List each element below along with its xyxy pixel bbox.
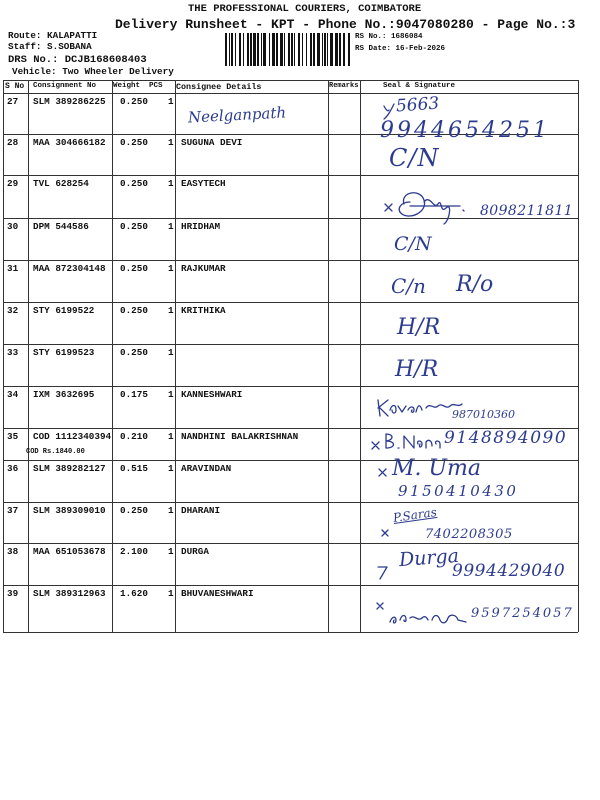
handwritten-phone: 7402208305 bbox=[425, 527, 513, 542]
row-weight: 0.250 bbox=[120, 96, 148, 107]
table-bottom-border bbox=[3, 632, 578, 633]
row-pcs: 1 bbox=[168, 389, 174, 400]
row-pcs: 1 bbox=[168, 347, 174, 358]
row-consignment-no: STY 6199522 bbox=[33, 305, 95, 316]
table-row bbox=[0, 175, 600, 218]
row-pcs: 1 bbox=[168, 588, 174, 599]
row-weight: 0.250 bbox=[120, 178, 148, 189]
table-row bbox=[0, 260, 600, 302]
barcode-bar bbox=[302, 33, 303, 66]
row-consignment-no: MAA 304666182 bbox=[33, 137, 106, 148]
row-weight: 0.210 bbox=[120, 431, 148, 442]
row-sno: 27 bbox=[7, 96, 19, 107]
handwritten-signature: Durga bbox=[398, 544, 460, 572]
handwritten-signature: P.Saras bbox=[392, 505, 438, 525]
row-consignee: SUGUNA DEVI bbox=[181, 137, 243, 148]
barcode-bar bbox=[276, 33, 278, 66]
barcode-bar bbox=[225, 33, 227, 66]
signature-scribble bbox=[376, 600, 470, 626]
row-consignment-no: TVL 628254 bbox=[33, 178, 89, 189]
handwritten-phone: 9944654251 bbox=[380, 118, 550, 143]
barcode-bar bbox=[231, 33, 233, 66]
handwritten-phone: 8098211811 bbox=[480, 203, 574, 219]
barcode-bar bbox=[298, 33, 300, 66]
handwritten-phone: 987010360 bbox=[452, 408, 515, 421]
company-name: THE PROFESSIONAL COURIERS, COIMBATORE bbox=[188, 3, 422, 15]
row-sno: 34 bbox=[7, 389, 19, 400]
table-row bbox=[0, 456, 600, 502]
row-weight: 1.620 bbox=[120, 588, 148, 599]
col-header-remarks: Remarks bbox=[329, 82, 359, 90]
row-pcs: 1 bbox=[168, 263, 174, 274]
row-consignee: DHARANI bbox=[181, 505, 221, 516]
row-consignee: DURGA bbox=[181, 546, 209, 557]
row-consignment-no: COD 1112340394 bbox=[33, 431, 112, 442]
row-consignee: ARAVINDAN bbox=[181, 463, 232, 474]
row-pcs: 1 bbox=[168, 546, 174, 557]
barcode-bar bbox=[306, 33, 307, 66]
row-weight: 0.250 bbox=[120, 505, 148, 516]
barcode-bar bbox=[343, 33, 345, 66]
barcode-bar bbox=[250, 33, 252, 66]
table-row bbox=[0, 134, 600, 175]
row-weight: 0.515 bbox=[120, 463, 148, 474]
row-consignment-no: MAA 651053678 bbox=[33, 546, 106, 557]
handwritten-phone: 9597254057 bbox=[471, 606, 574, 621]
row-pcs: 1 bbox=[168, 505, 174, 516]
cod-amount: COD Rs.1840.00 bbox=[26, 448, 85, 456]
barcode-bar bbox=[235, 33, 236, 66]
table-top-border bbox=[3, 80, 578, 81]
barcode-bar bbox=[280, 33, 283, 66]
row-pcs: 1 bbox=[168, 96, 174, 107]
table-row bbox=[0, 302, 600, 344]
table-row bbox=[0, 218, 600, 260]
col-header-consignee: Consignee Details bbox=[176, 82, 262, 92]
row-pcs: 1 bbox=[168, 137, 174, 148]
row-weight: 2.100 bbox=[120, 546, 148, 557]
row-sno: 30 bbox=[7, 221, 19, 232]
row-consignee: NANDHINI BALAKRISHNAN bbox=[181, 431, 299, 442]
handwritten-signature: M. Uma bbox=[392, 456, 482, 481]
row-weight: 0.250 bbox=[120, 137, 148, 148]
row-consignee: EASYTECH bbox=[181, 178, 226, 189]
row-consignee: HRIDHAM bbox=[181, 221, 221, 232]
rs-date: RS Date: 16-Feb-2026 bbox=[355, 45, 446, 53]
barcode-bar bbox=[310, 33, 312, 66]
handwritten-phone: 9148894090 bbox=[444, 428, 568, 448]
row-weight: 0.250 bbox=[120, 305, 148, 316]
row-consignment-no: STY 6199523 bbox=[33, 347, 95, 358]
barcode-bar bbox=[272, 33, 275, 66]
row-sno: 35 bbox=[7, 431, 19, 442]
row-consignment-no: SLM 389312963 bbox=[33, 588, 106, 599]
row-sno: 29 bbox=[7, 178, 19, 189]
row-sno: 33 bbox=[7, 347, 19, 358]
col-header-seal: Seal & Signature bbox=[383, 82, 456, 90]
row-sno: 32 bbox=[7, 305, 19, 316]
handwritten-phone: 9150410430 bbox=[398, 482, 519, 500]
barcode-bar bbox=[348, 33, 350, 66]
handwritten-consignee: Neelganpath bbox=[187, 103, 287, 127]
row-pcs: 1 bbox=[168, 221, 174, 232]
signature-scribble bbox=[370, 430, 444, 454]
barcode-bar bbox=[253, 33, 256, 66]
table-row bbox=[0, 344, 600, 386]
route-label: Route: KALAPATTI bbox=[8, 30, 98, 41]
barcode-bar bbox=[313, 33, 315, 66]
table-row bbox=[0, 386, 600, 428]
handwritten-note: C/N bbox=[394, 233, 432, 255]
barcode-bar bbox=[257, 33, 259, 66]
table-row bbox=[0, 543, 600, 585]
col-header-weight: Weight bbox=[113, 82, 141, 90]
row-consignment-no: SLM 389309010 bbox=[33, 505, 106, 516]
row-pcs: 1 bbox=[168, 431, 174, 442]
handwritten-note: C/N bbox=[389, 144, 440, 172]
row-pcs: 1 bbox=[168, 305, 174, 316]
row-consignment-no: SLM 389282127 bbox=[33, 463, 106, 474]
row-sno: 31 bbox=[7, 263, 19, 274]
row-weight: 0.175 bbox=[120, 389, 148, 400]
rs-number: RS No.: 1686084 bbox=[355, 33, 423, 41]
table-row bbox=[0, 585, 600, 632]
row-consignment-no: MAA 872304148 bbox=[33, 263, 106, 274]
col-header-sno: S No bbox=[5, 82, 25, 91]
barcode-bar bbox=[291, 33, 293, 66]
barcode-bar bbox=[263, 33, 266, 66]
row-sno: 38 bbox=[7, 546, 19, 557]
row-pcs: 1 bbox=[168, 178, 174, 189]
barcode-bar bbox=[317, 33, 320, 66]
barcode-bar bbox=[330, 33, 333, 66]
handwritten-phone: 9994429040 bbox=[452, 561, 566, 581]
handwritten-note: H/R bbox=[397, 315, 441, 340]
row-consignee: KANNESHWARI bbox=[181, 389, 243, 400]
row-weight: 0.250 bbox=[120, 221, 148, 232]
barcode-bar bbox=[284, 33, 285, 66]
tick-mark-icon bbox=[377, 565, 389, 581]
row-consignee: BHUVANESHWARI bbox=[181, 588, 254, 599]
row-sno: 36 bbox=[7, 463, 19, 474]
barcode-bar bbox=[335, 33, 338, 66]
barcode-bar bbox=[261, 33, 262, 66]
barcode-bar bbox=[269, 33, 270, 66]
barcode-bar bbox=[322, 33, 323, 66]
barcode-bar bbox=[324, 33, 326, 66]
col-header-pcs: PCS bbox=[149, 82, 163, 90]
cross-mark-icon bbox=[381, 529, 389, 537]
handwritten-note: H/R bbox=[395, 357, 439, 382]
row-consignment-no: DPM 544586 bbox=[33, 221, 89, 232]
barcode-bar bbox=[288, 33, 290, 66]
barcode-bar bbox=[294, 33, 295, 66]
row-sno: 28 bbox=[7, 137, 19, 148]
col-header-consignment: Consignment No bbox=[33, 82, 97, 90]
handwritten-note: 5663 bbox=[395, 93, 440, 117]
row-consignee: KRITHIKA bbox=[181, 305, 226, 316]
table-row bbox=[0, 428, 600, 460]
cross-mark-icon bbox=[378, 468, 387, 477]
row-weight: 0.250 bbox=[120, 263, 148, 274]
table-row bbox=[0, 502, 600, 543]
barcode-bar bbox=[339, 33, 341, 66]
barcode-bar bbox=[239, 33, 241, 66]
vehicle-label: Vehicle: Two Wheeler Delivery bbox=[12, 66, 174, 77]
drs-number: DRS No.: DCJB168608403 bbox=[8, 54, 147, 66]
barcode-bar bbox=[247, 33, 249, 66]
row-sno: 39 bbox=[7, 588, 19, 599]
barcode bbox=[225, 33, 350, 66]
runsheet-title: Delivery Runsheet - KPT - Phone No.:9047080280 - Page No.:3 bbox=[115, 17, 576, 32]
row-consignment-no: IXM 3632695 bbox=[33, 389, 95, 400]
staff-label: Staff: S.SOBANA bbox=[8, 41, 92, 52]
barcode-bar bbox=[243, 33, 244, 66]
row-consignee: RAJKUMAR bbox=[181, 263, 226, 274]
handwritten-note: R/o bbox=[456, 272, 494, 297]
row-pcs: 1 bbox=[168, 463, 174, 474]
row-sno: 37 bbox=[7, 505, 19, 516]
row-weight: 0.250 bbox=[120, 347, 148, 358]
handwritten-note: C/n bbox=[391, 274, 426, 298]
barcode-bar bbox=[229, 33, 230, 66]
row-consignment-no: SLM 389286225 bbox=[33, 96, 106, 107]
barcode-bar bbox=[327, 33, 328, 66]
